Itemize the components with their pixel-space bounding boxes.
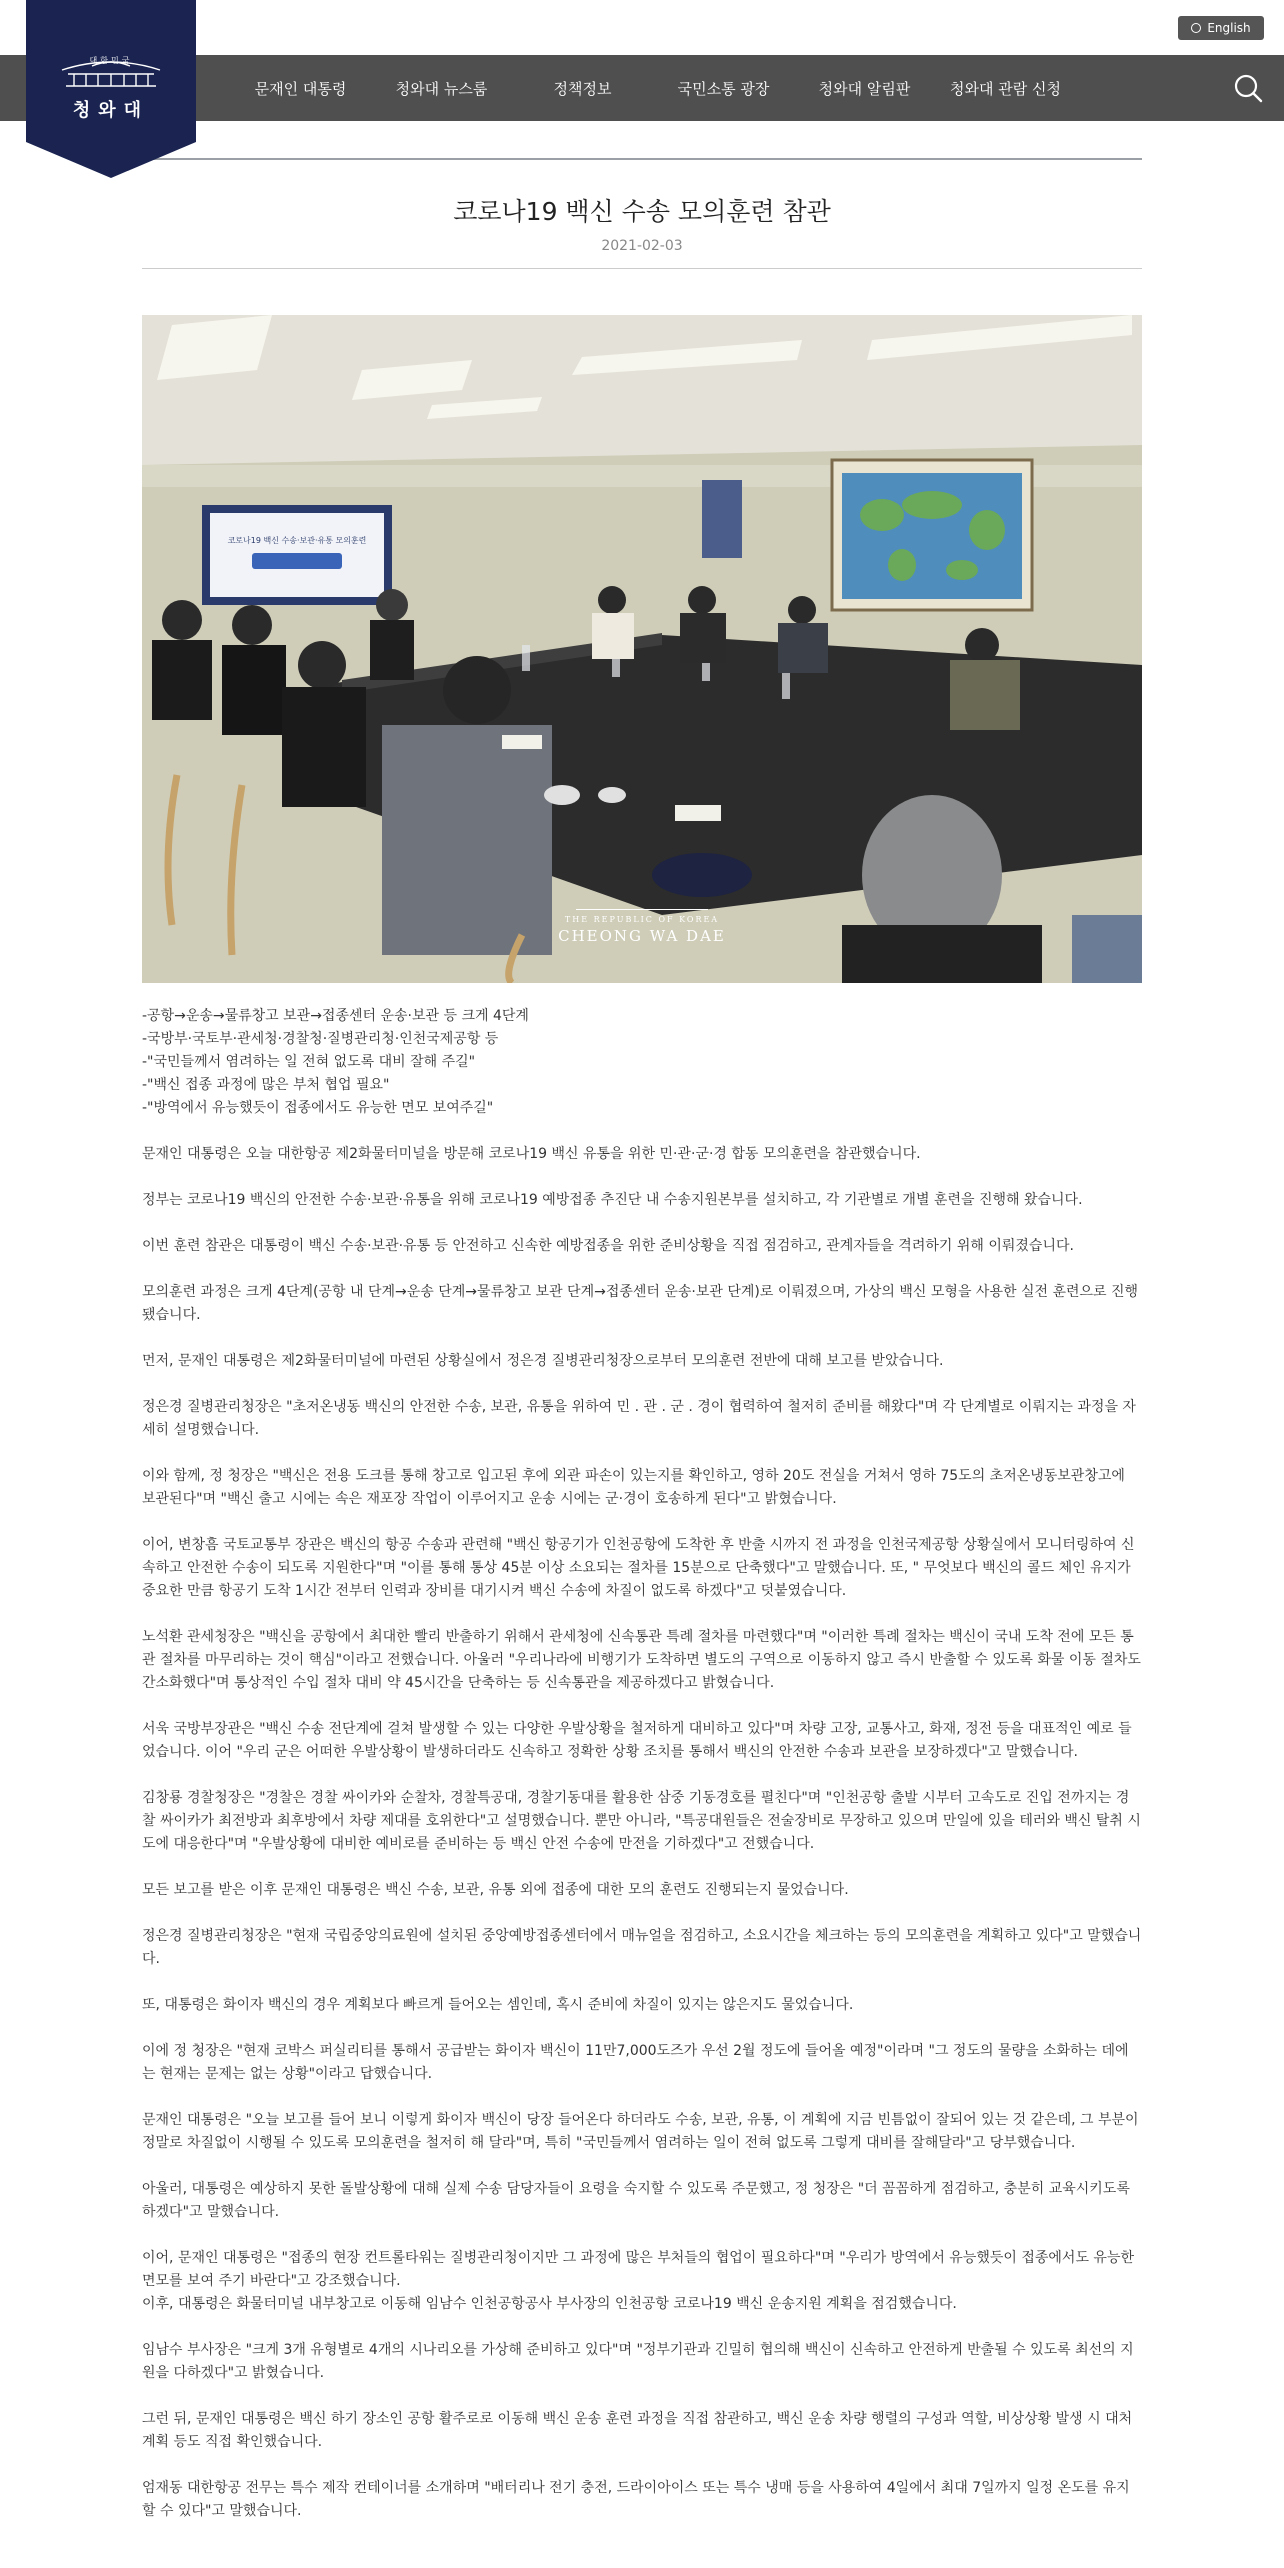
article-photo xyxy=(142,315,1142,983)
nav-item-tour[interactable]: 청와대 관람 신청 xyxy=(950,79,1061,98)
body-paragraph: 엄재동 대한항공 전무는 특수 제작 컨테이너를 소개하며 "배터리나 전기 충전, 드라이아이스 또는 특수 냉매 등을 사용하여 4일에서 최대 7일까지 일정 온도를 유지할 수 있다"고 말했습니다. xyxy=(142,2480,1130,2519)
logo-subtitle: 대한민국 xyxy=(89,56,133,65)
body-paragraph: 또, 대통령은 화이자 백신의 경우 계획보다 빠르게 들어오는 셈인데, 혹시 준비에 차질이 있지는 않은지도 물었습니다. xyxy=(142,1997,854,2013)
body-paragraph: 이어, 문재인 대통령은 "접종의 현장 컨트롤타워는 질병관리청이지만 그 과정에 많은 부처들의 협업이 필요하다"며 "우리가 방역에서 유능했듯이 접종에서도 유능한 면모를 보여 주기 바란다"고 강조했습니다. 이후, 대통령은 화물터미널 내부창고로 이동해 임남수 인천공항공사 부사장의 인천공항 코로나19 백신 운송지원 계획을 점검했습니다. xyxy=(142,2250,1135,2312)
body-paragraph: 이어, 변창흠 국토교통부 장관은 백신의 항공 수송과 관련해 "백신 항공기가 인천공항에 도착한 후 반출 시까지 전 과정을 인천국제공항 상황실에서 모니터링하여 신속하고 안전한 수송이 되도록 지원한다"며 "이를 통해 통상 45분 이상 소요되는 절차를 15분으로 단축했다"고 말했습니다. 또, " 무엇보다 백신의 콜드 체인 유지가 중요한 만큼 항공기 도착 1시간 전부터 인력과 장비를 대기시켜 백신 수송에 차질이 없도록 하겠다"고 덧붙였습니다. xyxy=(142,1537,1135,1599)
title-bottom-divider xyxy=(142,268,1142,269)
body-paragraph: 모든 보고를 받은 이후 문재인 대통령은 백신 수송, 보관, 유통 외에 접종에 대한 모의 훈련도 진행되는지 물었습니다. xyxy=(142,1882,849,1898)
nav-item-notice[interactable]: 청와대 알림판 xyxy=(818,79,911,98)
logo-title: 청와대 xyxy=(72,100,150,121)
cheongwadae-logo[interactable] xyxy=(26,0,196,178)
body-paragraph: 노석환 관세청장은 "백신을 공항에서 최대한 빨리 반출하기 위해서 관세청에 신속통관 특례 절차를 마련했다"며 "이러한 특례 절차는 백신이 국내 도착 전에 모든 통관 절차를 마무리하는 것이 핵심"이라고 전했습니다. 아울러 "우리나라에 비행기가 도착하면 별도의 구역으로 이동하지 않고 즉시 반출할 수 있도록 화물 이동 절차도 간소화했다"며 통상적인 수입 절차 대비 약 45시간을 단축하는 등 신속통관을 제공하겠다고 밝혔습니다. xyxy=(142,1629,1141,1691)
body-paragraph: 서욱 국방부장관은 "백신 수송 전단계에 걸쳐 발생할 수 있는 다양한 우발상황을 철저하게 대비하고 있다"며 차량 고장, 교통사고, 화재, 정전 등을 대표적인 예로 들었습니다. 이어 "우리 군은 어떠한 우발상황이 발생하더라도 신속하고 정확한 상황 조치를 통해서 백신의 안전한 수송과 보관을 보장하겠다"고 말했습니다. xyxy=(142,1721,1132,1760)
summary-line: -국방부·국토부·관세청·경찰청·질병관리청·인천국제공항 등 xyxy=(142,1031,499,1047)
photo-watermark: CHEONG WA DAE xyxy=(558,927,726,945)
body-paragraph: 이와 함께, 정 청장은 "백신은 전용 도크를 통해 창고로 입고된 후에 외관 파손이 있는지를 확인하고, 영하 20도 전실을 거쳐서 영하 75도의 초저온냉동보관창고에 보관된다"며 "백신 출고 시에는 속은 재포장 작업이 이루어지고 운송 시에는 군·경이 호송하게 된다"고 밝혔습니다. xyxy=(142,1468,1125,1507)
english-button[interactable] xyxy=(1178,16,1264,40)
nav-item-communication[interactable]: 국민소통 광장 xyxy=(677,79,770,98)
summary-line: -공항→운송→물류창고 보관→접종센터 운송·보관 등 크게 4단계 xyxy=(142,1008,529,1024)
photo-watermark-line xyxy=(576,909,708,910)
body-paragraph: 정부는 코로나19 백신의 안전한 수송·보관·유통을 위해 코로나19 예방접종 추진단 내 수송지원본부를 설치하고, 각 기관별로 개별 훈련을 진행해 왔습니다. xyxy=(142,1192,1083,1208)
photo-watermark-subtitle: THE REPUBLIC OF KOREA xyxy=(564,915,720,924)
body-paragraph: 정은경 질병관리청장은 "현재 국립중앙의료원에 설치된 중앙예방접종센터에서 매뉴얼을 점검하고, 소요시간을 체크하는 등의 모의훈련을 계획하고 있다"고 말했습니다. xyxy=(142,1928,1142,1967)
nav-menu xyxy=(230,55,1076,121)
body-paragraph: 이번 훈련 참관은 대통령이 백신 수송·보관·유통 등 안전하고 신속한 예방접종을 위한 준비상황을 직접 점검하고, 관계자들을 격려하기 위해 이뤄졌습니다. xyxy=(142,1238,1074,1254)
meeting-room-illustration xyxy=(142,315,1142,983)
body-paragraph: 이에 정 청장은 "현재 코박스 퍼실리티를 통해서 공급받는 화이자 백신이 11만7,000도즈가 우선 2월 정도에 들어올 예정"이라며 "그 정도의 물량을 소화하는 데에는 현재는 문제는 없는 상황"이라고 답했습니다. xyxy=(142,2043,1129,2082)
article-title: 코로나19 백신 수송 모의훈련 참관 xyxy=(453,197,831,226)
article-body xyxy=(142,1143,1142,2523)
globe-icon xyxy=(1191,23,1201,33)
nav-item-newsroom[interactable]: 청와대 뉴스룸 xyxy=(395,79,488,98)
search-button[interactable] xyxy=(1232,72,1264,104)
body-paragraph: 정은경 질병관리청장은 "초저온냉동 백신의 안전한 수송, 보관, 유통을 위하여 민 . 관 . 군 . 경이 협력하여 철저히 준비를 해왔다"며 각 단계별로 이뤄지는 과정을 자세히 설명했습니다. xyxy=(142,1399,1136,1438)
logo-shield-icon xyxy=(26,0,196,178)
english-button-label: English xyxy=(1207,21,1251,35)
body-paragraph: 문재인 대통령은 "오늘 보고를 들어 보니 이렇게 화이자 백신이 당장 들어온다 하더라도 수송, 보관, 유통, 이 계획에 지금 빈틈없이 잘되어 있는 것 같은데, 그 부분이 정말로 차질없이 시행될 수 있도록 모의훈련을 철저히 해 달라"며, 특히 "국민들께서 염려하는 일이 전혀 없도록 그렇게 대비를 잘해달라"고 당부했습니다. xyxy=(142,2112,1139,2151)
body-paragraph: 먼저, 문재인 대통령은 제2화물터미널에 마련된 상황실에서 정은경 질병관리청장으로부터 모의훈련 전반에 대해 보고를 받았습니다. xyxy=(142,1353,944,1369)
article-summary xyxy=(142,1005,1142,1120)
body-paragraph: 그런 뒤, 문재인 대통령은 백신 하기 장소인 공항 활주로로 이동해 백신 운송 훈련 과정을 직접 참관하고, 백신 운송 차량 행렬의 구성과 역할, 비상상황 발생 시 대처 계획 등도 직접 확인했습니다. xyxy=(142,2411,1133,2450)
nav-item-policy[interactable]: 정책정보 xyxy=(553,79,612,98)
screen-text: 코로나19 백신 수송·보관·유통 모의훈련 xyxy=(227,536,367,545)
nav-item-president[interactable]: 문재인 대통령 xyxy=(254,79,347,98)
body-paragraph: 김창룡 경찰청장은 "경찰은 경찰 싸이카와 순찰차, 경찰특공대, 경찰기동대를 활용한 삼중 기동경호를 펼친다"며 "인천공항 출발 시부터 고속도로 진입 전까지는 경찰 싸이카가 최전방과 최후방에서 차량 제대를 호위한다"고 설명했습니다. 뿐만 아니라, "특공대원들은 전술장비로 무장하고 있으며 만일에 있을 테러와 백신 탈취 시도에 대응한다"며 "우발상황에 대비한 예비로를 준비하는 등 백신 안전 수송에 만전을 기하겠다"고 전했습니다. xyxy=(142,1790,1141,1852)
body-paragraph: 임남수 부사장은 "크게 3개 유형별로 4개의 시나리오를 가상해 준비하고 있다"며 "정부기관과 긴밀히 협의해 백신이 신속하고 안전하게 반출될 수 있도록 최선의 지원을 다하겠다"고 밝혔습니다. xyxy=(142,2342,1134,2381)
body-paragraph: 문재인 대통령은 오늘 대한항공 제2화물터미널을 방문해 코로나19 백신 유통을 위한 민·관·군·경 합동 모의훈련을 참관했습니다. xyxy=(142,1146,921,1162)
summary-line: -"국민들께서 염려하는 일 전혀 없도록 대비 잘해 주길" xyxy=(142,1054,476,1070)
body-paragraph: 아울러, 대통령은 예상하지 못한 돌발상황에 대해 실제 수송 담당자들이 요령을 숙지할 수 있도록 주문했고, 정 청장은 "더 꼼꼼하게 점검하고, 충분히 교육시키도록 하겠다"고 말했습니다. xyxy=(142,2181,1130,2220)
search-icon xyxy=(1232,72,1264,104)
summary-line: -"방역에서 유능했듯이 접종에서도 유능한 면모 보여주길" xyxy=(142,1100,494,1116)
article xyxy=(142,158,1142,2523)
body-paragraph: 모의훈련 과정은 크게 4단계(공항 내 단계→운송 단계→물류창고 보관 단계→접종센터 운송·보관 단계)로 이뤄졌으며, 가상의 백신 모형을 사용한 실전 훈련으로 진행됐습니다. xyxy=(142,1284,1139,1323)
summary-line: -"백신 접종 과정에 많은 부처 협업 필요" xyxy=(142,1077,390,1093)
title-top-divider xyxy=(142,158,1142,160)
article-date: 2021-02-03 xyxy=(601,238,683,254)
